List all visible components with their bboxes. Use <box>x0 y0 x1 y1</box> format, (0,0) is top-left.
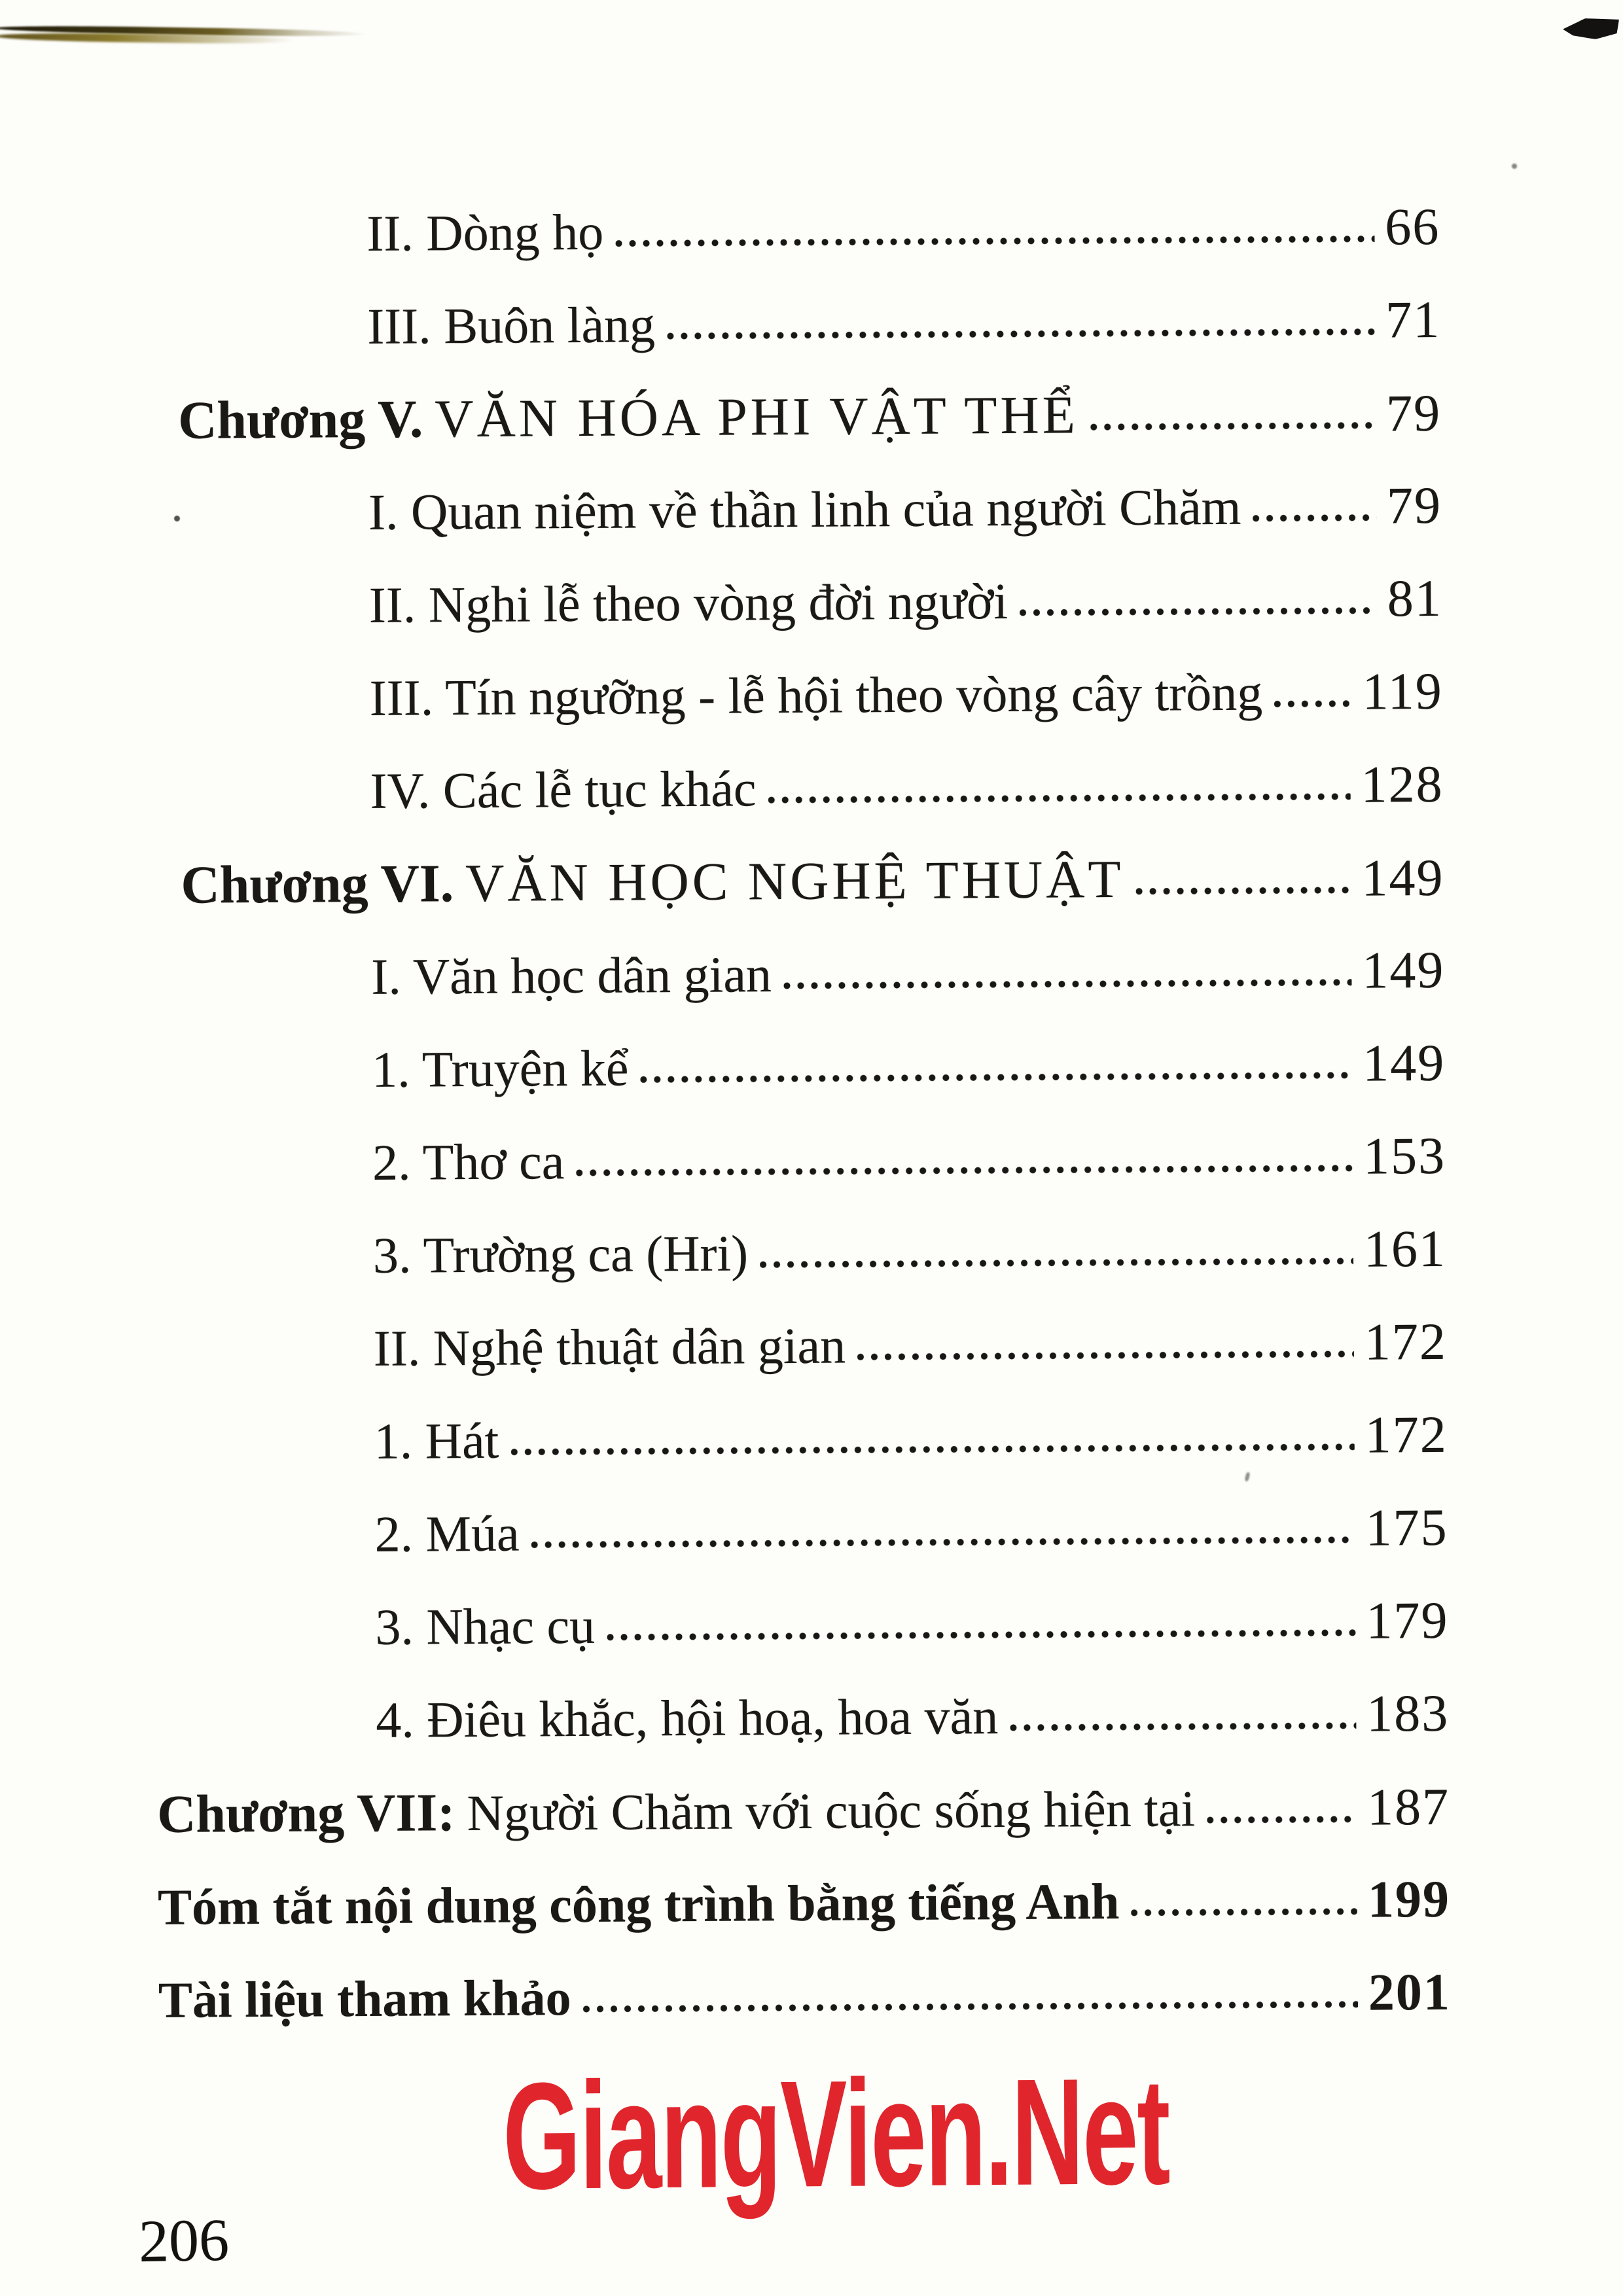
toc-entry-label: II. Dòng họ <box>366 203 604 262</box>
toc-entry-label: IV. Các lễ tục khác <box>370 760 757 819</box>
toc-entry-label: III. Buôn làng <box>367 296 656 355</box>
toc-entry-label: 1. Hát <box>374 1411 499 1470</box>
toc-row <box>147 181 1440 281</box>
toc-page-number: 183 <box>1366 1684 1450 1743</box>
toc-page-number: 179 <box>1366 1591 1449 1650</box>
toc-page-number: 149 <box>1362 1034 1446 1093</box>
toc-row <box>149 459 1442 560</box>
toc-dot-leader <box>530 1545 1357 1551</box>
toc-dot-leader <box>1273 709 1353 710</box>
toc-dot-leader <box>758 1267 1355 1271</box>
toc-page-number: 79 <box>1386 476 1442 535</box>
toc-entry-label: 3. Trường ca (Hri) <box>372 1224 749 1284</box>
toc-entry-label: VĂN HỌC NGHỆ THUẬT <box>465 849 1124 913</box>
toc-row <box>154 1296 1447 1396</box>
toc-row <box>155 1481 1448 1582</box>
toc-entry-label: I. Quan niệm về thần linh của người Chăm <box>368 478 1241 540</box>
toc-entry-label: 2. Múa <box>374 1504 520 1563</box>
toc-row <box>149 366 1442 467</box>
toc-dot-leader <box>1130 1917 1359 1918</box>
toc-dot-leader <box>605 1638 1357 1643</box>
toc-dot-leader <box>509 1453 1355 1458</box>
toc-entry-label: 2. Thơ ca <box>372 1133 565 1191</box>
toc-page-number: 161 <box>1363 1220 1447 1279</box>
toc-entry-label: 1. Truyện kể <box>371 1039 629 1098</box>
toc-row <box>154 1388 1448 1489</box>
toc-page-number: 66 <box>1385 198 1440 256</box>
toc-page-number: 71 <box>1385 291 1441 349</box>
toc-page-number: 149 <box>1362 941 1445 1000</box>
toc-dot-leader <box>1252 523 1378 524</box>
toc-row <box>157 1760 1450 1861</box>
toc-entry-label: Tài liệu tham khảo <box>158 1969 571 2028</box>
toc-entry-label: II. Nghi lễ theo vòng đời người <box>368 572 1008 633</box>
toc-entry-label: Người Chăm với cuộc sống hiện tại <box>467 1780 1196 1842</box>
toc-dot-leader <box>575 1174 1354 1178</box>
scan-artifact-speck <box>1512 164 1517 169</box>
toc-page-number: 201 <box>1368 1963 1452 2022</box>
toc-entry-chapter-prefix: Chương VII: <box>156 1782 455 1844</box>
toc-dot-leader <box>1089 431 1377 433</box>
toc-page-number: 81 <box>1387 569 1443 628</box>
toc-page-number: 119 <box>1362 662 1444 721</box>
toc-row <box>156 1667 1450 1768</box>
toc-page-number: 149 <box>1361 849 1444 908</box>
toc-entry-label: II. Nghệ thuật dân gian <box>373 1316 846 1377</box>
toc-page-number: 187 <box>1366 1778 1450 1837</box>
toc-row <box>158 1946 1451 2047</box>
toc-dot-leader <box>1135 896 1353 897</box>
toc-dot-leader <box>1008 1731 1357 1733</box>
toc-dot-leader <box>1018 616 1378 618</box>
toc-dot-leader <box>856 1360 1355 1363</box>
toc-entry-label: Tóm tắt nội dung công trình bằng tiếng Anh <box>157 1872 1120 1935</box>
toc-dot-leader <box>582 2010 1359 2015</box>
toc-row <box>149 552 1442 653</box>
toc-row <box>153 1110 1446 1210</box>
toc-dot-leader <box>782 988 1353 991</box>
toc-entry-label: 4. Điêu khắc, hội hoạ, hoa văn <box>376 1687 999 1748</box>
toc-page-number: 172 <box>1364 1405 1448 1464</box>
toc-entry-label: 3. Nhạc cụ <box>375 1597 596 1655</box>
table-of-contents <box>147 181 1451 2047</box>
watermark: GiangVien.Net <box>502 2046 1169 2221</box>
toc-dot-leader <box>666 338 1376 342</box>
toc-page-number: 172 <box>1364 1313 1448 1371</box>
toc-dot-leader <box>614 245 1376 249</box>
toc-entry-label: VĂN HÓA PHI VẬT THỂ <box>435 385 1079 449</box>
toc-dot-leader <box>1205 1825 1358 1826</box>
toc-dot-leader <box>639 1081 1354 1086</box>
toc-page-number: 175 <box>1365 1498 1448 1557</box>
toc-entry-chapter-prefix: Chương V. <box>177 389 423 450</box>
toc-page-number: 128 <box>1361 755 1444 814</box>
toc-entry-label: I. Văn học dân gian <box>371 945 772 1005</box>
scan-artifact-corner-mark <box>1563 18 1619 39</box>
toc-row <box>156 1574 1449 1675</box>
toc-page-number: 153 <box>1363 1127 1446 1186</box>
toc-row <box>152 924 1445 1025</box>
toc-row <box>148 274 1441 374</box>
toc-row <box>151 831 1444 932</box>
toc-row <box>158 1853 1451 1954</box>
toc-dot-leader <box>767 802 1352 805</box>
toc-row <box>154 1203 1447 1303</box>
toc-entry-label: III. Tín ngưỡng - lễ hội theo vòng cây trồng <box>369 663 1263 726</box>
toc-entry-chapter-prefix: Chương VI. <box>181 853 454 915</box>
toc-page-number: 79 <box>1385 384 1442 443</box>
toc-row <box>151 738 1444 839</box>
page-number: 206 <box>138 2206 230 2275</box>
toc-page-number: 199 <box>1367 1870 1451 1929</box>
toc-row <box>150 645 1443 746</box>
toc-row <box>152 1017 1446 1118</box>
